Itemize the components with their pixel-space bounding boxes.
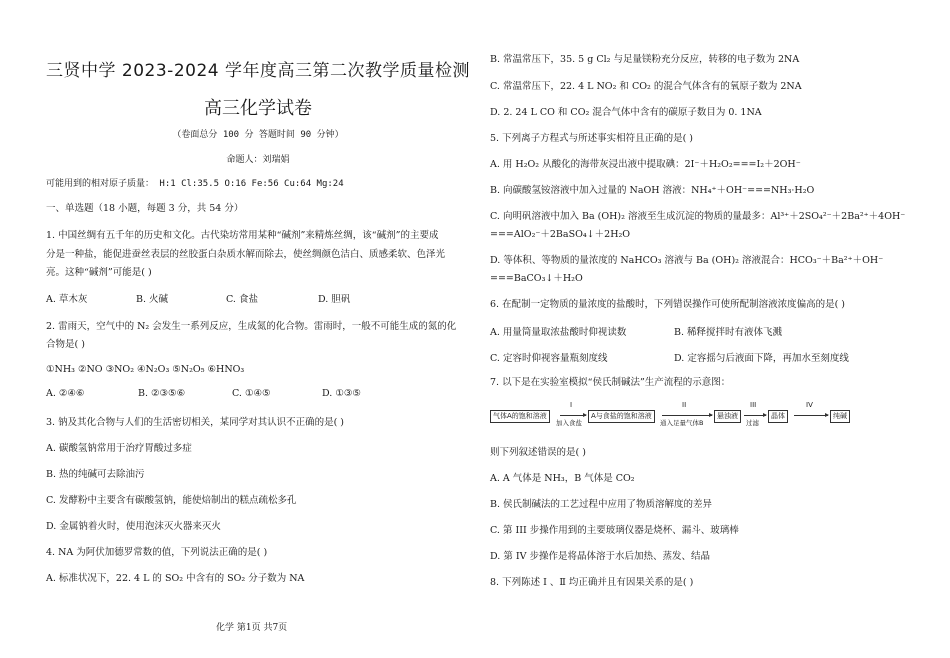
flow-label-2: 通入足量气体B: [660, 419, 704, 427]
flow-arrow-1: [560, 415, 586, 416]
q7-option-b: B. 侯氏制碱法的工艺过程中应用了物质溶解度的差异: [490, 499, 713, 510]
q8-text: 8. 下列陈述 Ⅰ 、Ⅱ 均正确并且有因果关系的是( ): [490, 577, 694, 588]
q3-option-c: C. 发酵粉中主要含有碳酸氢钠，能使焙制出的糕点疏松多孔: [46, 495, 297, 506]
q5-option-d-2: ===BaCO₃↓＋H₂O: [490, 273, 583, 284]
q3-option-d: D. 金属钠着火时，使用泡沫灭火器来灭火: [46, 521, 221, 532]
exam-meta: （卷面总分 100 分 答题时间 90 分钟）: [172, 130, 344, 140]
q7-option-a: A. A 气体是 NH₃，B 气体是 CO₂: [490, 473, 635, 484]
flow-box-4: 晶体: [768, 410, 788, 423]
q3-text: 3. 钠及其化合物与人们的生活密切相关，某同学对其认识不正确的是( ): [46, 417, 345, 428]
flow-box-2: A与食盐的饱和溶液: [588, 410, 655, 423]
q3-option-b: B. 热的纯碱可去除油污: [46, 469, 145, 480]
q6-option-a: A. 用量筒量取浓盐酸时仰视读数: [490, 327, 627, 338]
q7-option-c: C. 第 III 步操作用到的主要玻璃仪器是烧杯、漏斗、玻璃棒: [490, 525, 739, 536]
q6-option-b: B. 稀释搅拌时有液体飞溅: [674, 327, 783, 338]
flow-label-3: 过滤: [746, 419, 759, 427]
q5-option-c-1: C. 向明矾溶液中加入 Ba (OH)₂ 溶液至生成沉淀的物质的量最多：Al³⁺＋2SO₄²⁻＋2Ba²⁺＋4OH⁻: [490, 211, 906, 222]
flow-box-3: 悬浊液: [714, 410, 741, 423]
q2-text-2: 合物是( ): [46, 339, 85, 350]
flow-step-3: III: [750, 401, 757, 409]
flow-step-1: I: [570, 401, 573, 409]
q2-items: ①NH₃ ②NO ③NO₂ ④N₂O₃ ⑤N₂O₅ ⑥HNO₃: [46, 364, 245, 375]
q5-option-d-1: D. 等体积、等物质的量浓度的 NaHCO₃ 溶液与 Ba (OH)₂ 溶液混合：HCO₃⁻＋Ba²⁺＋OH⁻: [490, 255, 884, 266]
q7-option-d: D. 第 IV 步操作是将晶体溶于水后加热、蒸发、结晶: [490, 551, 710, 562]
q7-text: 7. 以下是在实验室模拟“侯氏制碱法”生产流程的示意图：: [490, 377, 731, 388]
q2-text-1: 2. 雷雨天，空气中的 N₂ 会发生一系列反应，生成氮的化合物。雷雨时，一般不可能生成的氮的化: [46, 321, 457, 332]
q5-text: 5. 下列离子方程式与所述事实相符且正确的是( ): [490, 133, 694, 144]
q1-text-1: 1. 中国丝绸有五千年的历史和文化。古代染坊常用某种“碱剂”来精炼丝绸，该“碱剂”的主要成: [46, 230, 439, 241]
q5-option-b: B. 向碳酸氢铵溶液中加入过量的 NaOH 溶液：NH₄⁺＋OH⁻===NH₃·H₂O: [490, 185, 815, 196]
q6-options-row2: [490, 350, 849, 364]
flow-arrow-3: [744, 415, 766, 416]
exam-subtitle: 高三化学试卷: [204, 98, 312, 119]
q3-option-a: A. 碳酸氢钠常用于治疗胃酸过多症: [46, 443, 192, 454]
q6-options-row1: [490, 324, 782, 338]
q2-option-d: D. ①③⑤: [322, 388, 361, 399]
q1-option-c: C. 食盐: [226, 294, 258, 305]
flow-box-1: 气体A的饱和溶液: [490, 410, 550, 423]
q1-text-3: 亮。这种“碱剂”可能是( ): [46, 267, 152, 278]
q6-option-d: D. 定容摇匀后液面下降，再加水至刻度线: [674, 353, 849, 364]
q4-text: 4. NA 为阿伏加德罗常数的值，下列说法正确的是( ): [46, 547, 268, 558]
q4-option-b: B. 常温常压下，35. 5 g Cl₂ 与足量镁粉充分反应，转移的电子数为 2NA: [490, 54, 800, 65]
q2-option-b: B. ②③⑤⑥: [138, 388, 186, 399]
q4-option-c: C. 常温常压下，22. 4 L NO₂ 和 CO₂ 的混合气体含有的氧原子数为 2NA: [490, 81, 802, 92]
q5-option-c-2: ===AlO₂⁻＋2BaSO₄↓＋2H₂O: [490, 229, 631, 240]
q7-question: 则下列叙述错误的是( ): [490, 447, 586, 458]
page-footer: 化学 第1页 共7页: [216, 623, 288, 633]
exam-author: 命题人：刘瑞娟: [226, 155, 290, 165]
flow-label-1: 加入食盐: [556, 419, 582, 427]
q2-options: [46, 388, 361, 399]
q5-option-a: A. 用 H₂O₂ 从酸化的海带灰浸出液中提取碘：2I⁻＋H₂O₂===I₂＋2OH⁻: [490, 159, 801, 170]
q1-option-d: D. 胆矾: [318, 294, 351, 305]
flow-arrow-4: [794, 415, 828, 416]
q1-options: [46, 291, 350, 305]
q1-text-2: 分是一种盐，能促进蚕丝表层的丝胶蛋白杂质水解而除去，使丝绸颜色洁白、质感柔软、色泽光: [46, 249, 446, 260]
q4-option-a: A. 标准状况下，22. 4 L 的 SO₂ 中含有的 SO₂ 分子数为 NA: [46, 573, 305, 584]
q6-option-c: C. 定容时仰视容量瓶刻度线: [490, 353, 608, 364]
flow-box-5: 纯碱: [830, 410, 850, 423]
exam-title: 三贤中学 2023-2024 学年度高三第二次教学质量检测: [46, 61, 470, 81]
flow-diagram: [490, 403, 915, 429]
atomic-masses: 可能用到的相对原子质量： H:1 Cl:35.5 O:16 Fe:56 Cu:64 Mg:24: [46, 179, 344, 189]
q2-option-c: C. ①④⑤: [232, 388, 271, 399]
section-heading: 一、单选题（18 小题，每题 3 分，共 54 分）: [46, 203, 244, 214]
q1-option-b: B. 火碱: [136, 294, 169, 305]
flow-step-2: II: [682, 401, 687, 409]
q4-option-d: D. 2. 24 L CO 和 CO₂ 混合气体中含有的碳原子数目为 0. 1NA: [490, 107, 762, 118]
flow-step-4: IV: [806, 401, 813, 409]
q6-text: 6. 在配制一定物质的量浓度的盐酸时，下列错误操作可使所配制溶液浓度偏高的是( ): [490, 299, 846, 310]
q1-option-a: A. 草木灰: [46, 294, 88, 305]
flow-arrow-2: [662, 415, 712, 416]
q2-option-a: A. ②④⑥: [46, 388, 85, 399]
